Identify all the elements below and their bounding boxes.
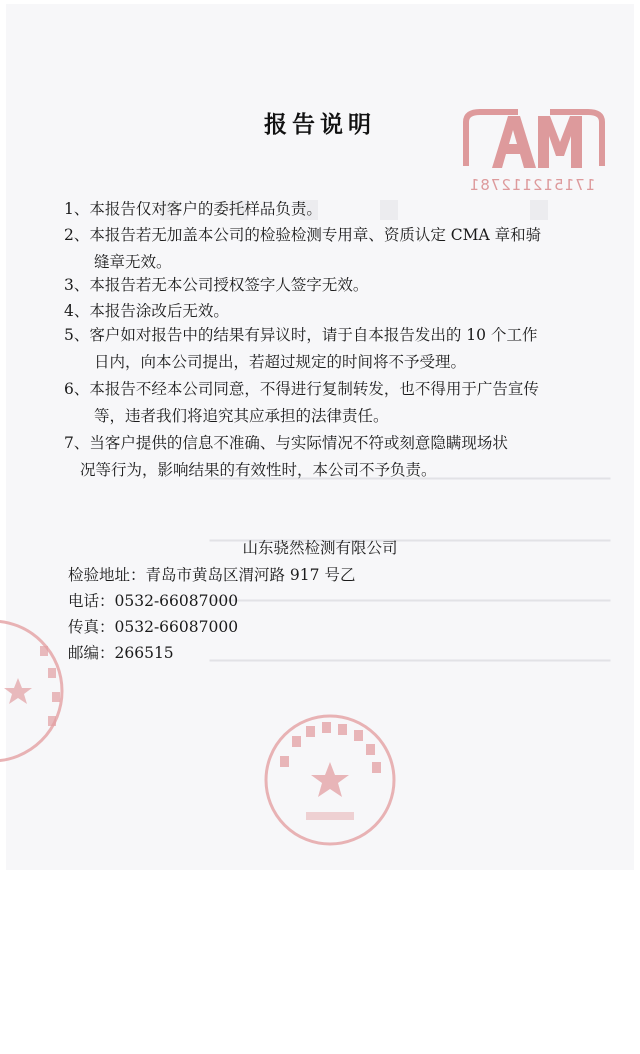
clause-text: 4、本报告涂改后无效。 [64, 302, 229, 320]
clause-4 [64, 298, 604, 325]
seal-partial-left [0, 616, 70, 766]
cma-number: 171512112781 [468, 176, 596, 194]
clause-text: 6、本报告不经本公司同意，不得进行复制转发，也不得用于广告宣传 [64, 380, 539, 398]
clause-text-continued: 缝章无效。 [94, 253, 172, 271]
clause-6 [64, 376, 604, 430]
clause-2 [64, 222, 604, 276]
clause-text: 3、本报告若无本公司授权签字人签字无效。 [64, 276, 369, 294]
page-title: 报告说明 [264, 112, 376, 138]
company-seal [262, 712, 398, 848]
clause-5 [64, 322, 604, 376]
clause-text: 5、客户如对报告中的结果有异议时，请于自本报告发出的 10 个工作 [64, 326, 538, 344]
phone-line: 电话：0532-66087000 [68, 592, 239, 610]
clause-text-continued: 况等行为，影响结果的有效性时，本公司不予负责。 [80, 461, 437, 479]
postcode-line: 邮编：266515 [68, 644, 174, 662]
clause-3 [64, 272, 604, 299]
clause-text: 1、本报告仅对客户的委托样品负责。 [64, 200, 322, 218]
clause-1 [64, 196, 604, 223]
company-name: 山东骁然检测有限公司 [242, 539, 398, 557]
clause-text-continued: 日内，向本公司提出，若超过规定的时间将不予受理。 [94, 353, 467, 371]
clause-text: 7、当客户提供的信息不准确、与实际情况不符或刻意隐瞒现场状 [64, 434, 508, 452]
clause-7 [64, 430, 604, 484]
clause-text: 2、本报告若无加盖本公司的检验检测专用章、资质认定 CMA 章和骑 [64, 226, 542, 244]
address-line: 检验地址：青岛市黄岛区渭河路 917 号乙 [68, 566, 356, 584]
fax-line: 传真：0532-66087000 [68, 618, 239, 636]
clause-text-continued: 等，违者我们将追究其应承担的法律责任。 [94, 407, 389, 425]
